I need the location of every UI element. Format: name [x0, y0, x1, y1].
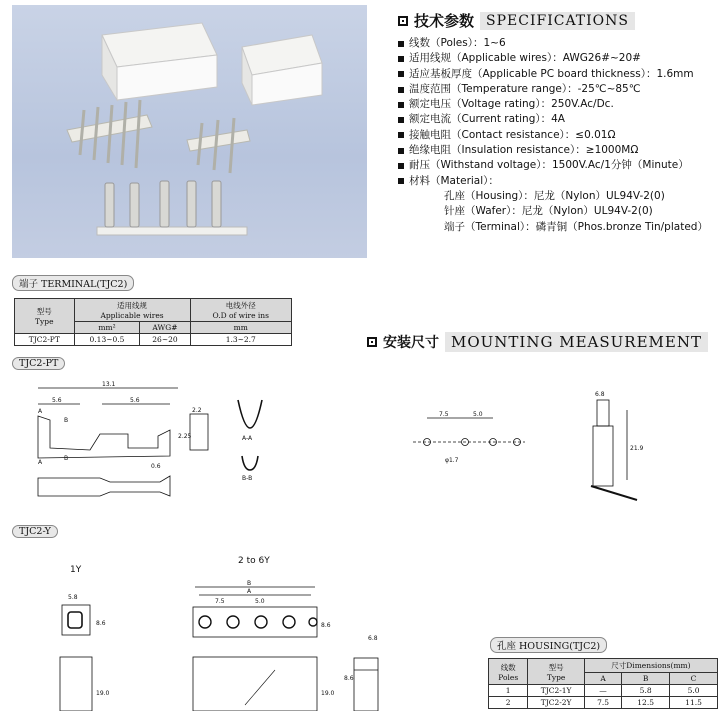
- cell-a: 7.5: [584, 697, 621, 709]
- th-c: C: [670, 673, 718, 685]
- th-wires: 适用线规 Applicable wires: [74, 299, 190, 322]
- pt-tag: TJC2-PT: [12, 357, 65, 370]
- specifications-title: [398, 10, 635, 31]
- bullet-icon: [398, 56, 404, 62]
- product-photo: [12, 5, 367, 258]
- cell-mm: 0.13~0.5: [74, 334, 140, 346]
- spec-row: [398, 158, 708, 173]
- wafer-image-large: [67, 100, 152, 168]
- svg-text:A: A: [38, 408, 43, 415]
- svg-text:19.0: 19.0: [321, 690, 335, 697]
- spec-text: 线数（Poles）：1~6: [409, 37, 506, 49]
- spec-row: [398, 174, 708, 189]
- housing-table: [488, 658, 718, 709]
- spec-row: [398, 128, 708, 143]
- th-dimensions: 尺寸Dimensions(mm): [584, 659, 717, 673]
- svg-text:A: A: [247, 588, 252, 595]
- cell-type: TJC2-1Y: [528, 685, 584, 697]
- spec-text: 温度范围（Temperature range）：-25℃~85℃: [409, 82, 641, 95]
- 2-to-6y-label: 2 to 6Y: [238, 556, 270, 566]
- 1y-drawing: [50, 585, 145, 711]
- spec-row: [398, 97, 708, 112]
- housing-side-drawing: [340, 630, 388, 711]
- svg-text:13.1: 13.1: [102, 381, 116, 388]
- th-od-unit: mm: [190, 322, 291, 334]
- cell-a: —: [584, 685, 621, 697]
- bullet-icon: [398, 117, 404, 123]
- th-type: 型号 Type: [15, 299, 75, 334]
- terminal-tag: 端子 TERMINAL(TJC2): [12, 275, 134, 291]
- svg-text:21.9: 21.9: [630, 445, 644, 452]
- svg-text:5.6: 5.6: [52, 397, 62, 404]
- cell-type: TJC2-2Y: [528, 697, 584, 709]
- svg-text:φ1.7: φ1.7: [445, 457, 459, 464]
- bullet-icon: [398, 148, 404, 154]
- spec-row: [398, 112, 708, 127]
- bullet-icon: [398, 178, 404, 184]
- table-row: [15, 334, 292, 346]
- spec-text: 适应基板厚度（Applicable PC board thickness）：1.6mm: [409, 67, 694, 80]
- spec-row: [398, 51, 708, 66]
- bullet-icon: [398, 163, 404, 169]
- wafer-image-small: [187, 118, 250, 173]
- spec-text: 绝缘电阻（Insulation resistance）：≥1000MΩ: [409, 144, 639, 157]
- th-poles: 线数 Poles: [489, 659, 528, 685]
- cell-awg: 26~20: [140, 334, 190, 346]
- th-mm: mm²: [74, 322, 140, 334]
- svg-text:5.0: 5.0: [255, 598, 265, 605]
- spec-text: 额定电压（Voltage rating）：250V.Ac/Dc.: [409, 98, 614, 111]
- section-square-icon: [367, 337, 377, 347]
- material-row: 端子（Terminal）：磷青铜（Phos.bronze Tin/plated）: [444, 220, 708, 233]
- svg-text:7.5: 7.5: [439, 411, 449, 418]
- bullet-icon: [398, 71, 404, 77]
- terminal-pt-drawing: [30, 378, 280, 513]
- th-awg: AWG#: [140, 322, 190, 334]
- mounting-drawing: [405, 380, 720, 505]
- bullet-icon: [398, 87, 404, 93]
- cell-poles: 1: [489, 685, 528, 697]
- cell-b: 12.5: [622, 697, 670, 709]
- housing-image-small: [242, 35, 322, 105]
- cell-poles: 2: [489, 697, 528, 709]
- cell-b: 5.8: [622, 685, 670, 697]
- mounting-title-en: MOUNTING MEASUREMENT: [445, 332, 708, 352]
- spec-row: [398, 143, 708, 158]
- svg-text:B-B: B-B: [242, 475, 253, 482]
- y-tag: TJC2-Y: [12, 525, 58, 538]
- cell-type: TJC2-PT: [15, 334, 75, 346]
- svg-text:A: A: [38, 459, 43, 466]
- cell-c: 5.0: [670, 685, 718, 697]
- svg-text:B: B: [64, 417, 69, 424]
- 2-to-6y-drawing: [185, 575, 345, 711]
- th-type: 型号 Type: [528, 659, 584, 685]
- spec-text: 额定电流（Current rating）：4A: [409, 113, 565, 126]
- spec-text: 适用线规（Applicable wires）：AWG26#~20#: [409, 52, 641, 65]
- table-row: [489, 697, 718, 709]
- svg-text:8.6: 8.6: [321, 622, 331, 629]
- svg-text:2.2: 2.2: [192, 407, 202, 414]
- bullet-icon: [398, 41, 404, 47]
- svg-text:8.6: 8.6: [344, 675, 354, 682]
- spec-row: [398, 67, 708, 82]
- th-b: B: [622, 673, 670, 685]
- specifications-list: [398, 36, 708, 235]
- svg-text:B: B: [64, 455, 69, 462]
- bullet-icon: [398, 132, 404, 138]
- svg-text:6.8: 6.8: [368, 635, 378, 642]
- terminal-table: [14, 298, 292, 346]
- cell-od: 1.3~2.7: [190, 334, 291, 346]
- spec-row: [398, 36, 708, 51]
- svg-text:A-A: A-A: [242, 435, 253, 442]
- svg-text:B: B: [247, 580, 252, 587]
- cell-c: 11.5: [670, 697, 718, 709]
- spec-text: 材料（Material）：: [409, 174, 499, 187]
- table-row: [489, 685, 718, 697]
- spec-row: [398, 82, 708, 97]
- terminal-strip-image: [97, 181, 247, 235]
- specifications-title-cn: 技术参数: [414, 12, 475, 30]
- svg-text:5.8: 5.8: [68, 594, 78, 601]
- spec-text: 耐压（Withstand voltage）：1500V.Ac/1分钟（Minute）: [409, 159, 689, 172]
- specifications-title-en: SPECIFICATIONS: [480, 12, 635, 30]
- material-row: 针座（Wafer）：尼龙（Nylon）UL94V-2(0): [444, 205, 653, 218]
- section-square-icon: [398, 16, 408, 26]
- svg-text:5.6: 5.6: [130, 397, 140, 404]
- material-row: 孔座（Housing）：尼龙（Nylon）UL94V-2(0): [444, 189, 665, 202]
- spec-text: 接触电阻（Contact resistance）：≤0.01Ω: [409, 128, 616, 141]
- bullet-icon: [398, 102, 404, 108]
- svg-text:19.0: 19.0: [96, 690, 110, 697]
- svg-text:2.25: 2.25: [178, 433, 192, 440]
- 1y-label: 1Y: [70, 565, 82, 575]
- svg-text:7.5: 7.5: [215, 598, 225, 605]
- housing-tag: 孔座 HOUSING(TJC2): [490, 637, 607, 653]
- th-od: 电线外径 O.D of wire ins: [190, 299, 291, 322]
- th-a: A: [584, 673, 621, 685]
- housing-image-large: [102, 23, 217, 100]
- svg-text:5.0: 5.0: [473, 411, 483, 418]
- svg-text:0.6: 0.6: [151, 463, 161, 470]
- mounting-title: [367, 332, 708, 352]
- svg-text:6.8: 6.8: [595, 391, 605, 398]
- mounting-title-cn: 安装尺寸: [383, 335, 439, 351]
- svg-text:8.6: 8.6: [96, 620, 106, 627]
